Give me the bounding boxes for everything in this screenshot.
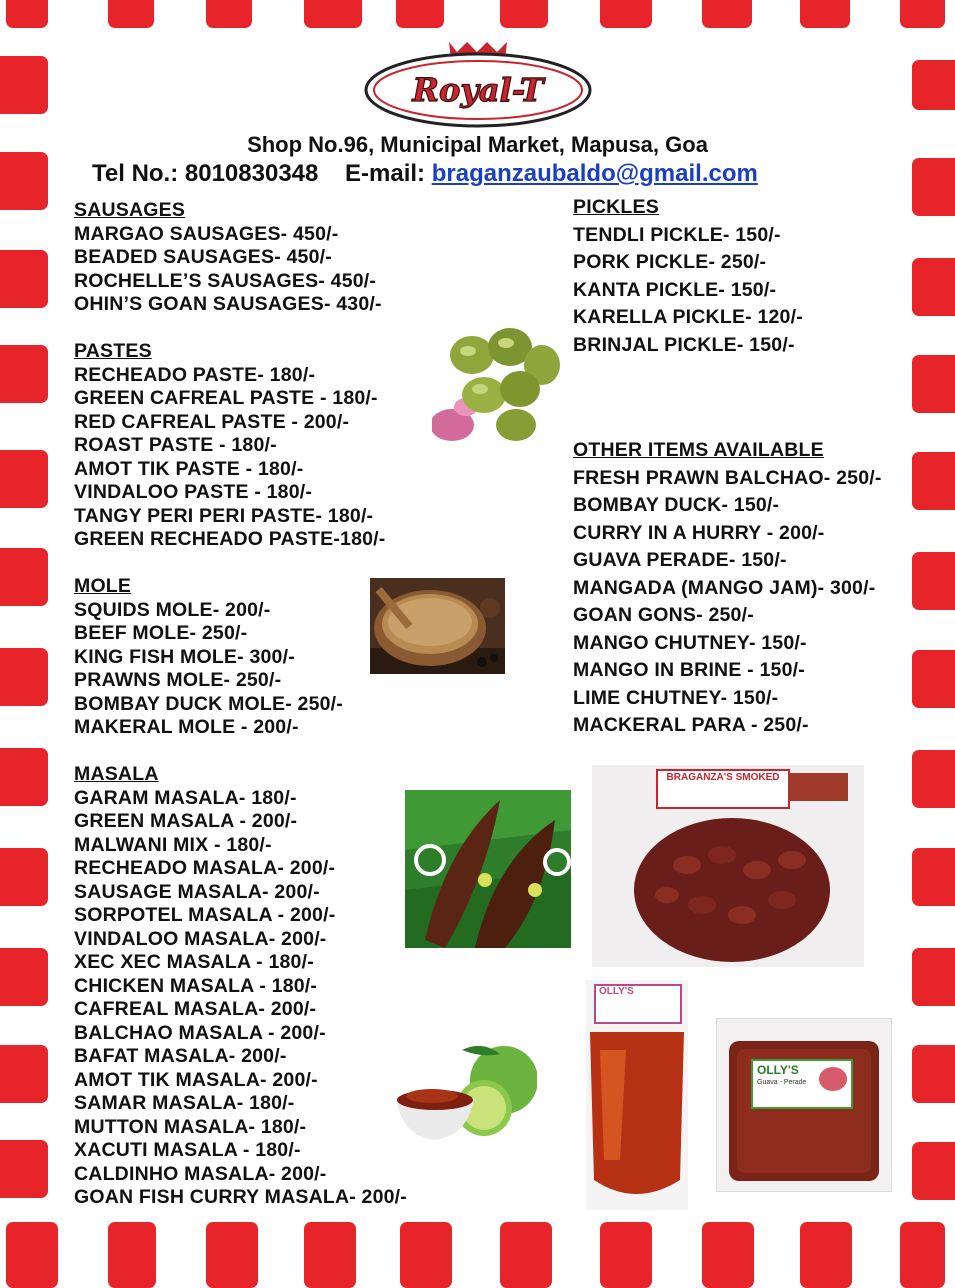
email-label: E-mail: bbox=[345, 160, 426, 187]
guava-perade-box-image bbox=[716, 1018, 892, 1192]
list-item: BAFAT MASALA- 200/- bbox=[74, 1045, 287, 1067]
list-item: PRAWNS MOLE- 250/- bbox=[74, 669, 282, 691]
perade-subtitle: Guava - Perade bbox=[757, 1079, 807, 1086]
list-item: BRINJAL PICKLE- 150/- bbox=[573, 333, 795, 356]
list-item: BOMBAY DUCK MOLE- 250/- bbox=[74, 692, 343, 715]
section-title-mole: MOLE bbox=[74, 575, 132, 597]
list-item: MALWANI MIX - 180/- bbox=[74, 833, 272, 856]
bombay-duck-pouch-image bbox=[586, 980, 688, 1210]
list-item: GREEN RECHEADO PASTE-180/- bbox=[74, 528, 386, 550]
list-item: MANGADA (MANGO JAM)- 300/- bbox=[573, 576, 876, 599]
left-menu-column bbox=[74, 199, 407, 1210]
list-item: RECHEADO PASTE- 180/- bbox=[74, 363, 316, 386]
sausage-pack-label: BRAGANZA'S SMOKED bbox=[656, 769, 790, 809]
section-title-sausages: SAUSAGES bbox=[74, 199, 186, 221]
list-item: GARAM MASALA- 180/- bbox=[74, 786, 297, 809]
list-item: MAKERAL MOLE - 200/- bbox=[74, 716, 299, 738]
royal-t-logo bbox=[363, 38, 593, 128]
tel-number: Tel No.: 8010830348 bbox=[92, 160, 319, 187]
list-item: CAFREAL MASALA- 200/- bbox=[74, 998, 317, 1020]
list-item: KING FISH MOLE- 300/- bbox=[74, 645, 295, 668]
list-item: CALDINHO MASALA- 200/- bbox=[74, 1162, 327, 1185]
perade-label bbox=[751, 1059, 853, 1109]
list-item: KARELLA PICKLE- 120/- bbox=[573, 306, 803, 328]
list-item: TENDLI PICKLE- 150/- bbox=[573, 223, 781, 246]
spice-bowl-image bbox=[370, 578, 505, 674]
list-item: MACKERAL PARA - 250/- bbox=[573, 714, 809, 736]
list-item: AMOT TIK PASTE - 180/- bbox=[74, 457, 304, 480]
list-item: MUTTON MASALA- 180/- bbox=[74, 1115, 307, 1138]
list-item: BOMBAY DUCK- 150/- bbox=[573, 494, 780, 516]
guava-icon bbox=[819, 1067, 847, 1091]
list-item: ROCHELLE’S SAUSAGES- 450/- bbox=[74, 269, 377, 292]
list-item: MANGO IN BRINE - 150/- bbox=[573, 659, 805, 681]
list-item: GREEN MASALA - 200/- bbox=[74, 810, 298, 832]
list-item: BEADED SAUSAGES- 450/- bbox=[74, 246, 332, 268]
pickles-column bbox=[573, 194, 803, 359]
list-item: XACUTI MASALA - 180/- bbox=[74, 1139, 301, 1161]
perade-brand: OLLY'S bbox=[757, 1063, 799, 1077]
section-title-masala: MASALA bbox=[74, 763, 159, 785]
list-item: KANTA PICKLE- 150/- bbox=[573, 278, 777, 301]
list-item: VINDALOO PASTE - 180/- bbox=[74, 481, 313, 503]
list-item: GREEN CAFREAL PASTE - 180/- bbox=[74, 387, 378, 409]
bombay-duck-label: OLLY'S bbox=[594, 984, 682, 1024]
list-item: FRESH PRAWN BALCHAO- 250/- bbox=[573, 466, 882, 489]
list-item: RED CAFREAL PASTE - 200/- bbox=[74, 410, 350, 433]
list-item: SAUSAGE MASALA- 200/- bbox=[74, 880, 320, 903]
list-item: AMOT TIK MASALA- 200/- bbox=[74, 1068, 318, 1091]
list-item: MARGAO SAUSAGES- 450/- bbox=[74, 222, 339, 245]
logo-text: Royal-T bbox=[412, 71, 544, 109]
list-item: ROAST PASTE - 180/- bbox=[74, 434, 277, 456]
list-item: TANGY PERI PERI PASTE- 180/- bbox=[74, 504, 374, 527]
list-item: SAMAR MASALA- 180/- bbox=[74, 1092, 295, 1114]
list-item: RECHEADO MASALA- 200/- bbox=[74, 857, 336, 879]
email-link[interactable]: braganzaubaldo@gmail.com bbox=[431, 160, 758, 187]
list-item: VINDALOO MASALA- 200/- bbox=[74, 927, 327, 950]
other-items-column bbox=[573, 437, 882, 740]
list-item: MANGO CHUTNEY- 150/- bbox=[573, 631, 807, 654]
olives-image bbox=[432, 325, 560, 443]
list-item: CHICKEN MASALA - 180/- bbox=[74, 974, 318, 997]
list-item: BEEF MOLE- 250/- bbox=[74, 622, 248, 644]
list-item: OHIN’S GOAN SAUSAGES- 430/- bbox=[74, 293, 382, 315]
list-item: GUAVA PERADE- 150/- bbox=[573, 549, 787, 571]
list-item: GOAN GONS- 250/- bbox=[573, 604, 754, 626]
list-item: XEC XEC MASALA - 180/- bbox=[74, 951, 314, 973]
sausage-pack-image bbox=[592, 765, 864, 967]
pickle-and-lime-image bbox=[392, 1040, 537, 1145]
shop-address: Shop No.96, Municipal Market, Mapusa, Goa bbox=[247, 132, 708, 157]
section-title-pickles: PICKLES bbox=[573, 196, 659, 218]
list-item: CURRY IN A HURRY - 200/- bbox=[573, 521, 825, 544]
list-item: SORPOTEL MASALA - 200/- bbox=[74, 904, 336, 926]
contact-line bbox=[92, 160, 758, 188]
section-title-other-items: OTHER ITEMS AVAILABLE bbox=[573, 439, 824, 461]
list-item: SQUIDS MOLE- 200/- bbox=[74, 598, 271, 621]
list-item: LIME CHUTNEY- 150/- bbox=[573, 686, 779, 709]
list-item: BALCHAO MASALA - 200/- bbox=[74, 1021, 326, 1044]
section-title-pastes: PASTES bbox=[74, 340, 152, 362]
fried-fish-image bbox=[405, 790, 571, 948]
list-item: PORK PICKLE- 250/- bbox=[573, 251, 767, 273]
list-item: GOAN FISH CURRY MASALA- 200/- bbox=[74, 1186, 407, 1208]
